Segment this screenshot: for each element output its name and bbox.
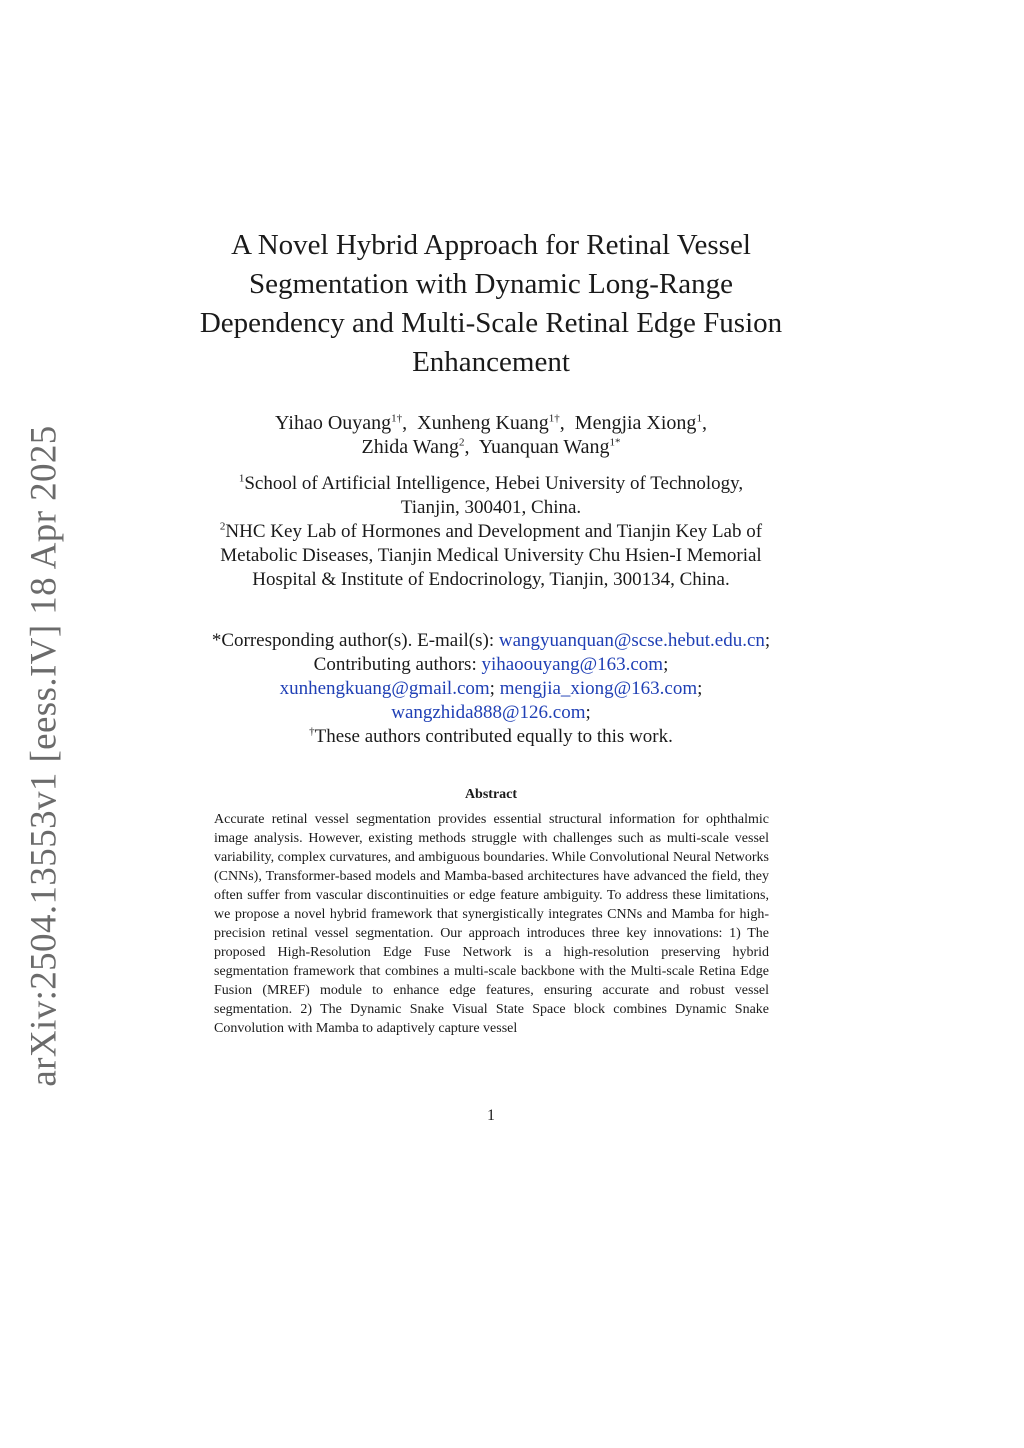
paper-title xyxy=(190,226,792,382)
affiliation-mark: 2 xyxy=(219,520,226,533)
equal-contribution-note: These authors contributed equally to this work. xyxy=(314,726,673,747)
affiliation-text: School of Artificial Intelligence, Hebei University of Technology, xyxy=(244,473,744,494)
title-line: Enhancement xyxy=(412,346,570,378)
author-affiliation-mark: 2 xyxy=(458,436,465,449)
corresponding-label: *Corresponding author(s). E-mail(s): xyxy=(211,630,495,651)
author-name: Xunheng Kuang xyxy=(417,412,549,434)
arxiv-identifier-text: arXiv:2504.13553v1 [eess.IV] 18 Apr 2025 xyxy=(23,425,65,1087)
author-list: Yihao Ouyang$^{1\dagger}$, Xunheng Kuang$^{1\dagger}$, Mengjia Xiong$^1$, Zhida Wang$^2$, Yuanquan Wang$^{1*}$ xyxy=(275,412,707,458)
equal-contribution-mark: † xyxy=(309,725,315,738)
contributing-label: Contributing authors: xyxy=(313,654,477,675)
title-line: A Novel Hybrid Approach for Retinal Vessel xyxy=(231,229,751,261)
affiliations xyxy=(150,472,832,592)
email-link-ouyang[interactable]: yihaoouyang@163.com xyxy=(481,654,664,675)
author-name: Mengjia Xiong xyxy=(574,412,697,434)
author-name: Yihao Ouyang xyxy=(275,412,392,434)
affiliation-text: Tianjin, 300401, China. xyxy=(400,497,582,518)
affiliation-text: NHC Key Lab of Hormones and Development and Tianjin Key Lab of xyxy=(225,521,763,542)
author-affiliation-mark: 1† xyxy=(548,412,560,425)
abstract-heading: Abstract xyxy=(464,787,518,802)
email-link-xiong[interactable]: mengjia_xiong@163.com xyxy=(499,678,698,699)
email-link-wang[interactable]: wangzhida888@126.com xyxy=(391,702,586,723)
corresponding-email-link[interactable]: wangyuanquan@scse.hebut.edu.cn xyxy=(498,630,765,651)
abstract-text: Accurate retinal vessel segmentation provides essential structural information for ophthalmic image analysis. However, existing methods struggle with challenges such as multi-scale vessel variability, complex curvatures, and ambiguous boundaries. While Convolutional Neural Networks (CNNs), Transformer-based models and Mamba-based architectures have advanced the field, they often suffer from vascular discontinuities or edge feature ambiguity. To address these limitations, we propose a novel hybrid framework that synergistically integrates CNNs and Mamba for high-precision retinal vessel segmentation. Our approach introduces three key innovations: 1) The proposed High-Resolution Edge Fuse Network is a high-resolution preserving hybrid segmentation framework that combines a multi-scale backbone with the Multi-scale Retina Edge Fusion (MREF) module to enhance edge features, ensuring accurate and robust vessel segmentation. 2) The Dynamic Snake Visual State Space block combines Dynamic Snake Convolution with Mamba to adaptively capture vessel xyxy=(214,812,769,1036)
author-name: Yuanquan Wang xyxy=(478,436,610,458)
author-name: Zhida Wang xyxy=(361,436,459,458)
contact-information: *Corresponding author(s). E-mail(s): wangyuanquan@scse.hebut.edu.cn; Contributing authors: yihaoouyang@163.com; xunhengkuang@gmail.com; mengjia_xiong@163.com; wangzhida888@126.com; †These authors contributed equally to this work. xyxy=(211,630,771,747)
title-line: Segmentation with Dynamic Long-Range xyxy=(248,268,734,300)
title-line: Dependency and Multi-Scale Retinal Edge Fusion xyxy=(199,307,783,339)
page-number: 1 xyxy=(487,1107,495,1124)
email-link-kuang[interactable]: xunhengkuang@gmail.com xyxy=(279,678,490,699)
affiliation-text: Hospital & Institute of Endocrinology, Tianjin, 300134, China. xyxy=(252,569,730,590)
author-affiliation-mark: 1† xyxy=(391,412,403,425)
author-affiliation-mark: 1* xyxy=(609,436,621,449)
affiliation-text: Metabolic Diseases, Tianjin Medical University Chu Hsien-I Memorial xyxy=(220,545,762,566)
author-affiliation-mark: 1 xyxy=(696,412,702,425)
affiliation-mark: 1 xyxy=(238,472,245,485)
